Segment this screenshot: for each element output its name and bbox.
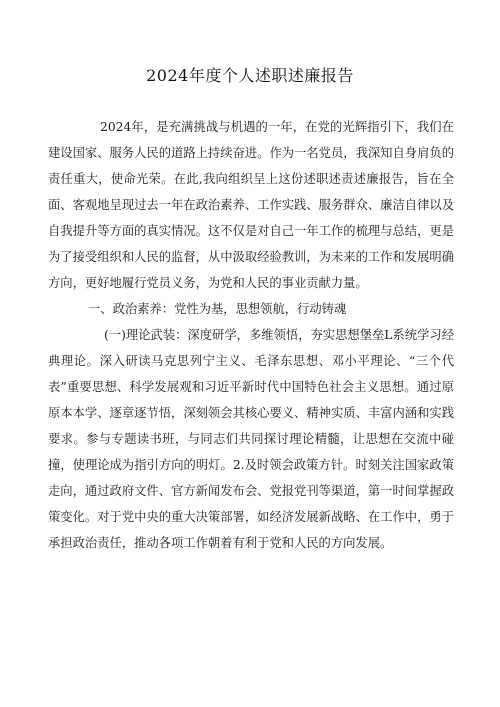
document-title: 2024年度个人述职述廉报告 bbox=[146, 66, 354, 85]
intro-paragraph: 2024年，是充满挑战与机遇的一年，在党的光辉指引下，我们在建设国家、服务人民的道路上持续奋进。作为一名党员，我深知自身肩负的责任重大，使命光荣。在此,我向组织呈上这份述职述责述廉报告，旨在全面、客观地呈现过去一年在政治素养、工作实践、服务群众、廉洁自律以及自我提升等方面的真实情况。这不仅是对自己一年工作的梳理与总结，更是为了接受组织和人民的监督，从中汲取经验教训，为未来的工作和发展明确方向，更好地履行党员义务，为党和人民的事业贡献力量。 bbox=[48, 120, 454, 290]
document-body bbox=[48, 114, 454, 556]
subsection-paragraph: (一)理论武装：深度研学，多维领悟，夯实思想堡垒L系统学习经典理论。深入研读马克思列宁主义、毛泽东思想、邓小平理论、“三个代表”重要思想、科学发展观和习近平新时代中国特色社会主义思想。通过原原本本学、逐章逐节悟，深刻领会其核心要义、精神实质、丰富内涵和实践要求。参与专题读书班，与同志们共同探讨理论精髓，让思想在交流中碰撞，使理论成为指引方向的明灯。2.及时领会政策方针。时刻关注国家政策走向，通过政府文件、官方新闻发布会、党报党刊等渠道，第一时间掌握政策变化。对于党中央的重大决策部署，如经济发展新战略、在工作中，勇于承担政治责任，推动各项工作朝着有利于党和人民的方向发展。 bbox=[48, 328, 454, 550]
section-heading: 一、政治素养：党性为基，思想领航，行动铸魂 bbox=[88, 302, 347, 316]
